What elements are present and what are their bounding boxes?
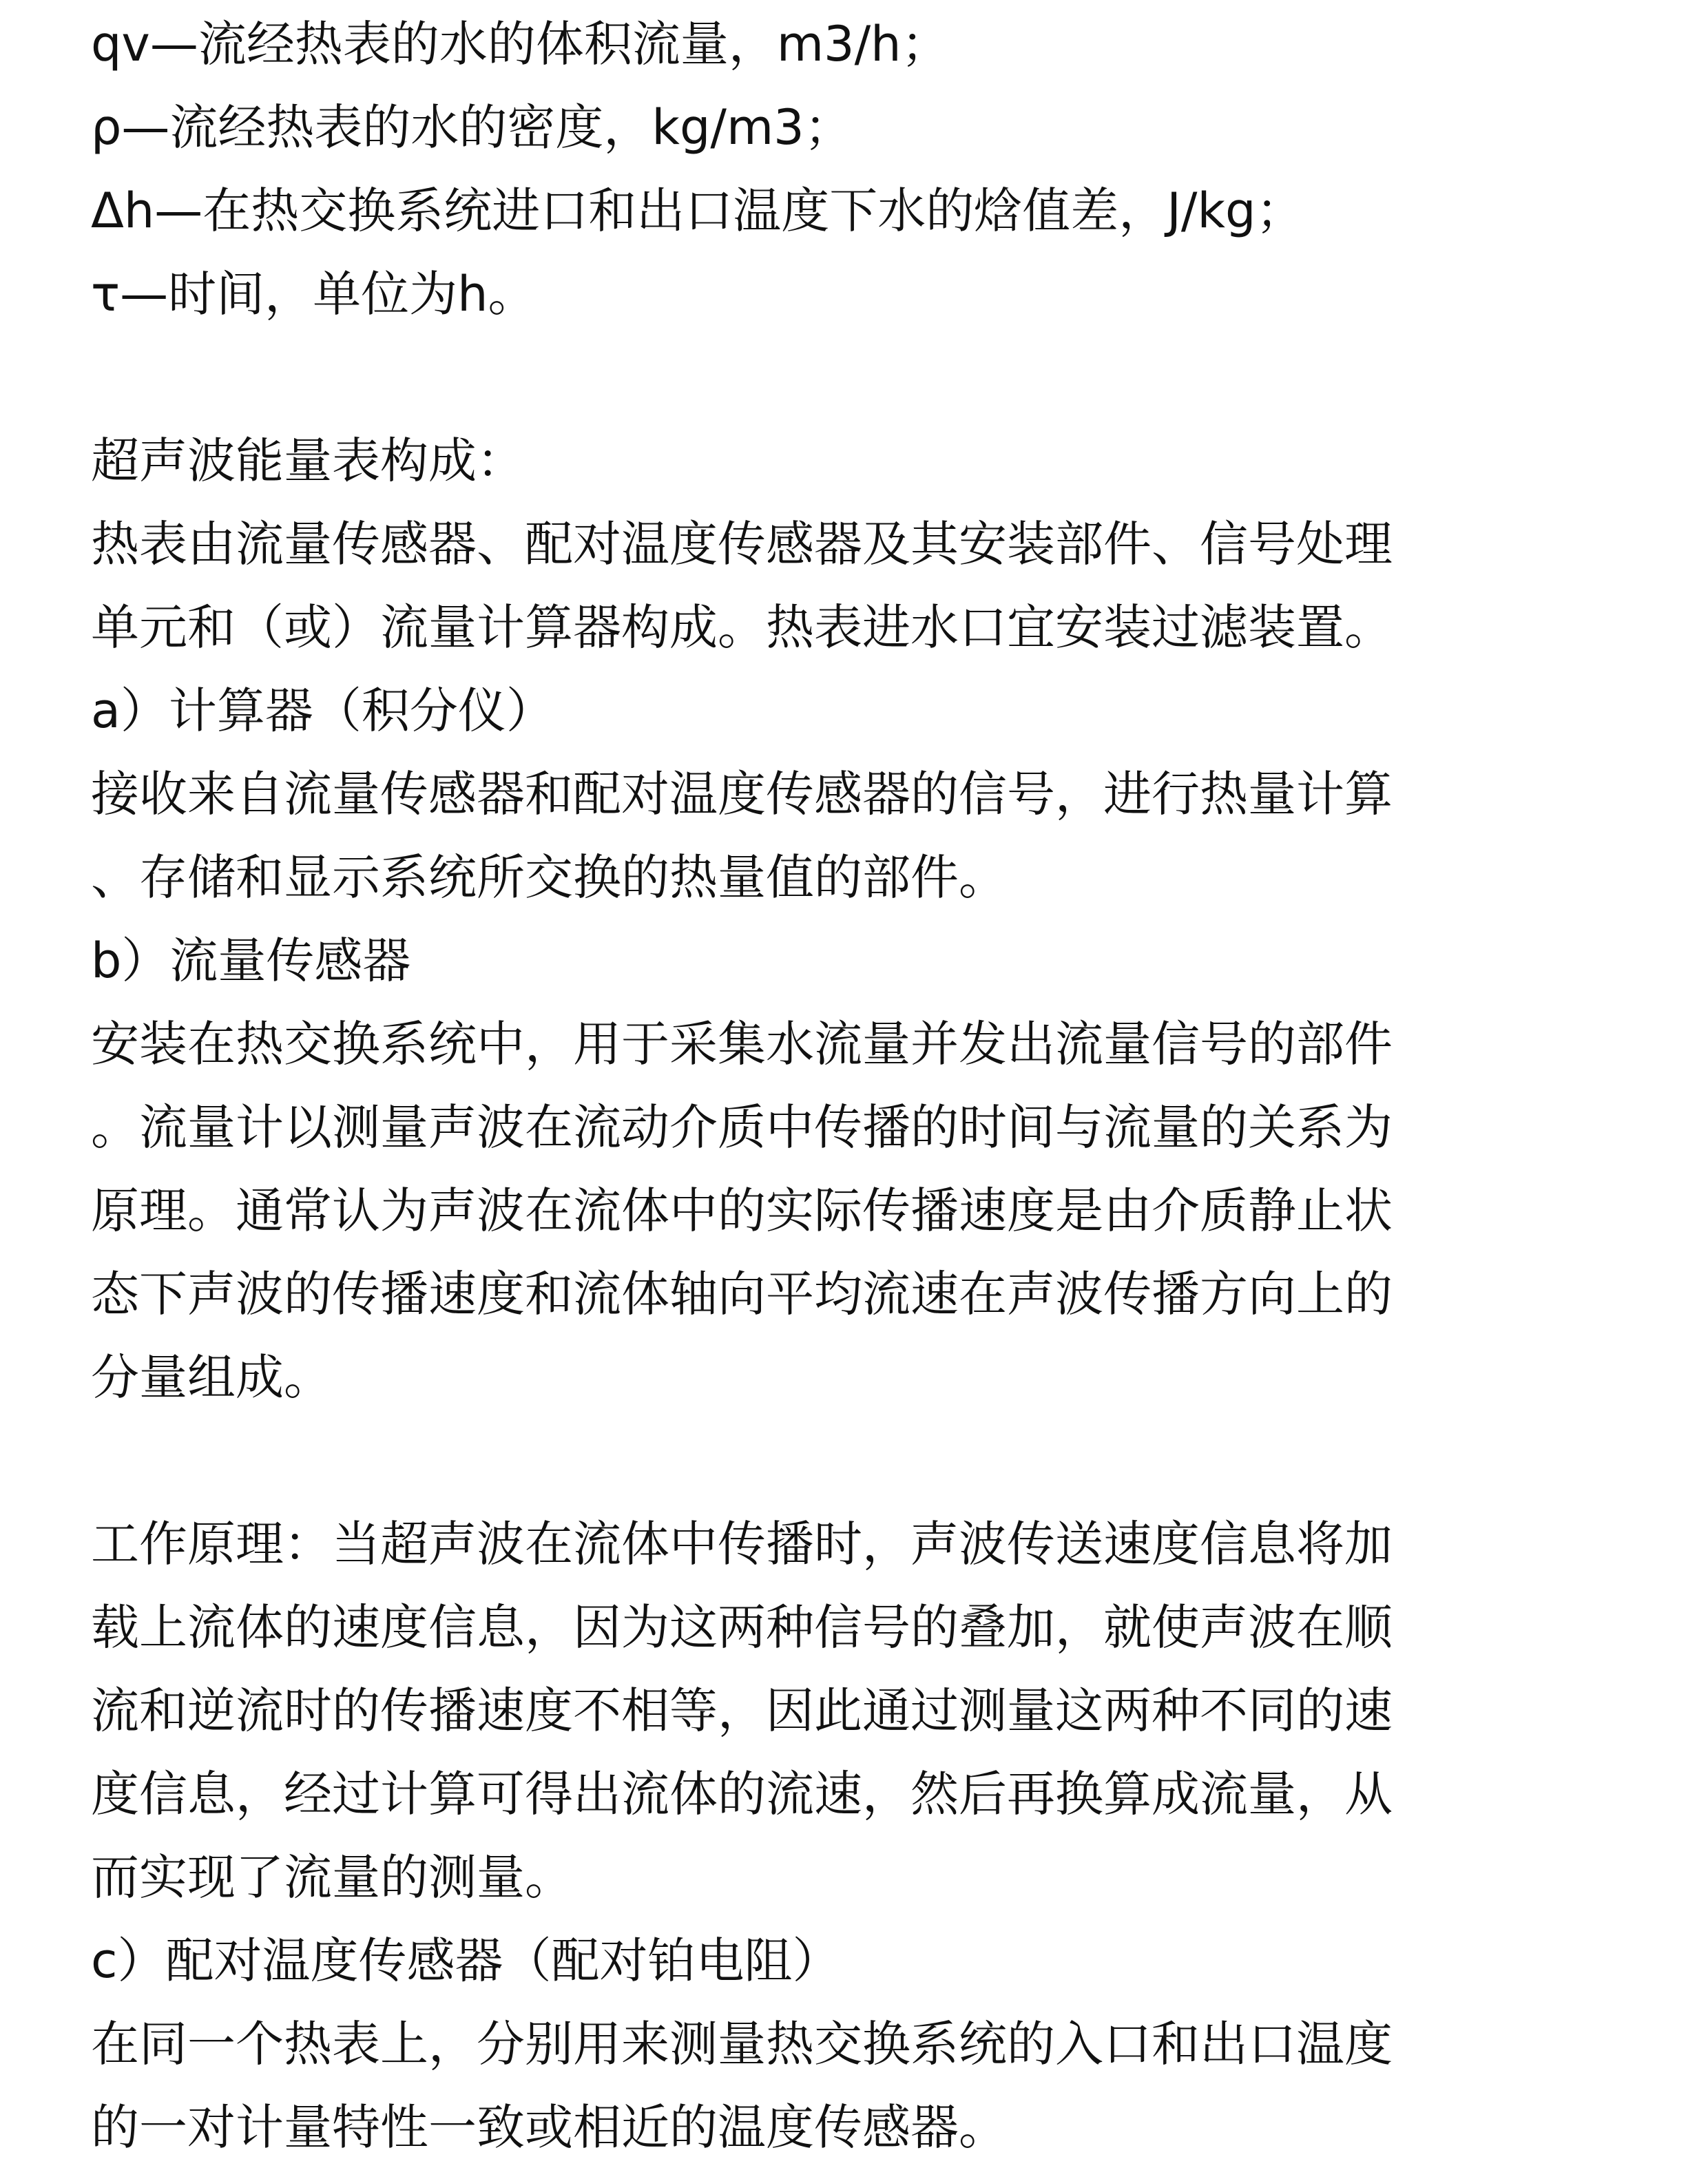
text-line-working-principle-5: 而实现了流量的测量。: [91, 1849, 573, 1906]
text-line-flow-sensor-3: 原理。通常认为声波在流体中的实际传播速度是由介质静止状: [91, 1182, 1393, 1239]
section-heading-composition: 超声波能量表构成：: [91, 432, 525, 489]
text-line-qv-definition: qv—流经热表的水的体积流量，m3/h；: [91, 16, 950, 72]
document-text: [91, 3, 1613, 2169]
text-line-working-principle-4: 度信息，经过计算可得出流体的流速，然后再换算成流量，从: [91, 1766, 1393, 1822]
text-line-temperature-sensor-1: 在同一个热表上，分别用来测量热交换系统的入口和出口温度: [91, 2016, 1393, 2072]
text-line-composition-2: 单元和（或）流量计算器构成。热表进水口宜安装过滤装置。: [91, 599, 1393, 656]
text-line-delta-h-definition: Δh—在热交换系统进口和出口温度下水的焓值差，J/kg；: [91, 183, 1304, 239]
text-line-flow-sensor-4: 态下声波的传播速度和流体轴向平均流速在声波传播方向上的: [91, 1266, 1393, 1322]
text-line-calculator-1: 接收来自流量传感器和配对温度传感器的信号，进行热量计算: [91, 766, 1393, 822]
text-line-working-principle-1: 工作原理：当超声波在流体中传播时，声波传送速度信息将加: [91, 1516, 1393, 1572]
text-line-working-principle-2: 载上流体的速度信息，因为这两种信号的叠加，就使声波在顺: [91, 1599, 1393, 1656]
subheading-calculator: a）计算器（积分仪）: [91, 682, 554, 739]
text-line-flow-sensor-2: 。流量计以测量声波在流动介质中传播的时间与流量的关系为: [91, 1099, 1393, 1156]
text-line-rho-definition: ρ—流经热表的水的密度，kg/m3；: [91, 99, 853, 156]
text-line-composition-1: 热表由流量传感器、配对温度传感器及其安装部件、信号处理: [91, 516, 1393, 572]
text-line-temperature-sensor-2: 的一对计量特性一致或相近的温度传感器。: [91, 2099, 1007, 2156]
paragraph-gap: [91, 1419, 1613, 1503]
text-line-flow-sensor-1: 安装在热交换系统中，用于采集水流量并发出流量信号的部件: [91, 1016, 1393, 1072]
text-line-working-principle-3: 流和逆流时的传播速度不相等，因此通过测量这两种不同的速: [91, 1682, 1393, 1739]
subheading-temperature-sensor: c）配对温度传感器（配对铂电阻）: [91, 1932, 841, 1989]
subheading-flow-sensor: b）流量传感器: [91, 932, 411, 989]
text-line-calculator-2: 、存储和显示系统所交换的热量值的部件。: [91, 849, 1007, 906]
text-line-tau-definition: τ—时间，单位为h。: [91, 266, 537, 322]
paragraph-gap: [91, 336, 1613, 419]
text-line-flow-sensor-5: 分量组成。: [91, 1349, 332, 1406]
